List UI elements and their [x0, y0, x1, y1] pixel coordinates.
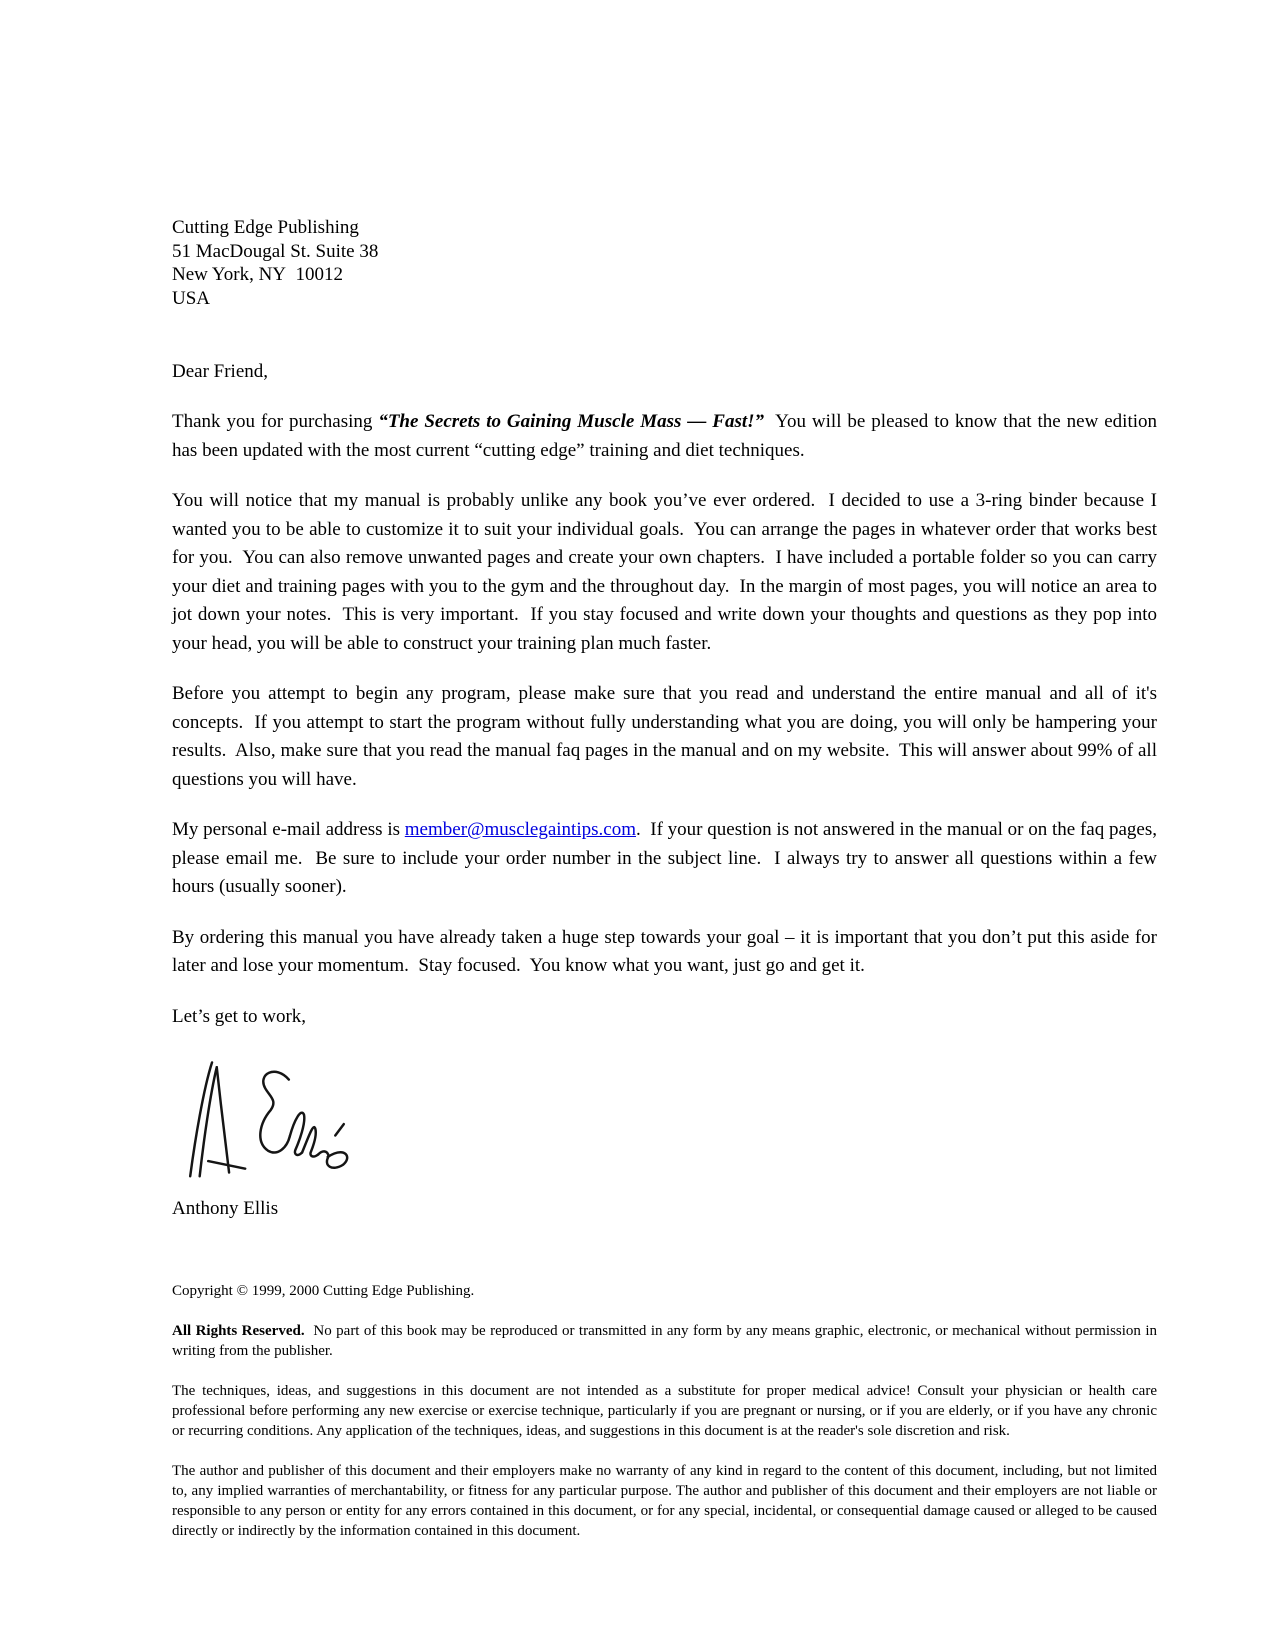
sender-street: 51 MacDougal St. Suite 38 — [172, 240, 379, 262]
email-link[interactable]: member@musclegaintips.com — [404, 819, 636, 840]
salutation: Dear Friend, — [172, 361, 269, 382]
rights-reserved-rest: No part of this book may be reproduced or transmitted in any form by any means graphic, electronic, or mechanical without permission in writing from the publisher. — [172, 1322, 1157, 1359]
paragraph-read-manual: Before you attempt to begin any program, please make sure that you read and understand the entire manual and all of it's concepts. If you attempt to start the program without fully understanding what you are doing, you will only be hampering your results. Also, make sure that you read the manual faq pages in the manual and on my website. This will answer about 99% of all questions you will have. — [172, 683, 1157, 790]
sender-country: USA — [172, 287, 211, 309]
paragraph-binder-customize: You will notice that my manual is probably unlike any book you’ve ever ordered. I decided to use a 3-ring binder because I wanted you to be able to customize it to suit your individual goals. You can arrange the pages in whatever order that works best for you. You can also remove unwanted pages and create your own chapters. I have included a portable folder so you can carry your diet and training pages with you to the gym and the throughout day. In the margin of most pages, you will notice an area to jot down your notes. This is very important. If you stay focused and write down your thoughts and questions as they pop into your head, you will be able to construct your training plan much faster. — [172, 490, 1157, 654]
paragraph-momentum: By ordering this manual you have already taken a huge step towards your goal – it is important that you don’t put this aside for later and lose your momentum. Stay focused. You know what you want, just go and get it. — [172, 926, 1157, 976]
sender-company: Cutting Edge Publishing — [172, 217, 359, 238]
warranty-disclaimer: The author and publisher of this document and their employers make no warranty of any kind in regard to the content of this document, including, but not limited to, any implied warranties of merchantability, or fitness for any particular purpose. The author and publisher of this document and their employers are not liable or responsible to any person or entity for any errors contained in this document, or for any special, incidental, or consequential damage caused or alleged to be caused directly or indirectly by the information contained in this document. — [172, 1462, 1157, 1539]
sender-city: New York, NY 10012 — [172, 264, 344, 285]
closing-line: Let’s get to work, — [172, 1005, 307, 1027]
rights-reserved-bold: All Rights Reserved. — [172, 1322, 305, 1339]
legal-footer — [172, 1281, 1157, 1541]
paragraph-email-lead: My personal e-mail address is — [172, 819, 405, 840]
paragraph-email — [172, 816, 1157, 902]
signature-name: Anthony Ellis — [172, 1197, 279, 1219]
copyright-line: Copyright © 1999, 2000 Cutting Edge Publishing. — [172, 1282, 475, 1299]
signature-a-ellis-icon — [172, 1053, 362, 1181]
sender-address — [172, 216, 1157, 310]
paragraph-thank-you — [172, 408, 1157, 465]
paragraph-thank-you-rest: You will be pleased to know that the new edition has been updated with the most current “cutting edge” training and diet techniques. — [172, 411, 1158, 461]
paragraph-email-rest: . If your question is not answered in the manual or on the faq pages, please email me. Be sure to include your order number in the subject line. I always try to answer all questions within a few hours (usually sooner). — [172, 819, 1157, 897]
paragraph-thank-you-lead: Thank you for purchasing — [172, 411, 379, 432]
book-title: “The Secrets to Gaining Muscle Mass — Fast!” — [378, 411, 765, 432]
medical-disclaimer: The techniques, ideas, and suggestions in this document are not intended as a substitute for proper medical advice! Consult your physician or health care professional before performing any new exercise or exercise technique, particularly if you are pregnant or nursing, or if you are elderly, or if you have any chronic or recurring conditions. Any application of the techniques, ideas, and suggestions in this document is at the reader's sole discretion and risk. — [172, 1382, 1157, 1439]
rights-reserved-paragraph — [172, 1321, 1157, 1361]
handwritten-signature — [172, 1053, 1157, 1181]
